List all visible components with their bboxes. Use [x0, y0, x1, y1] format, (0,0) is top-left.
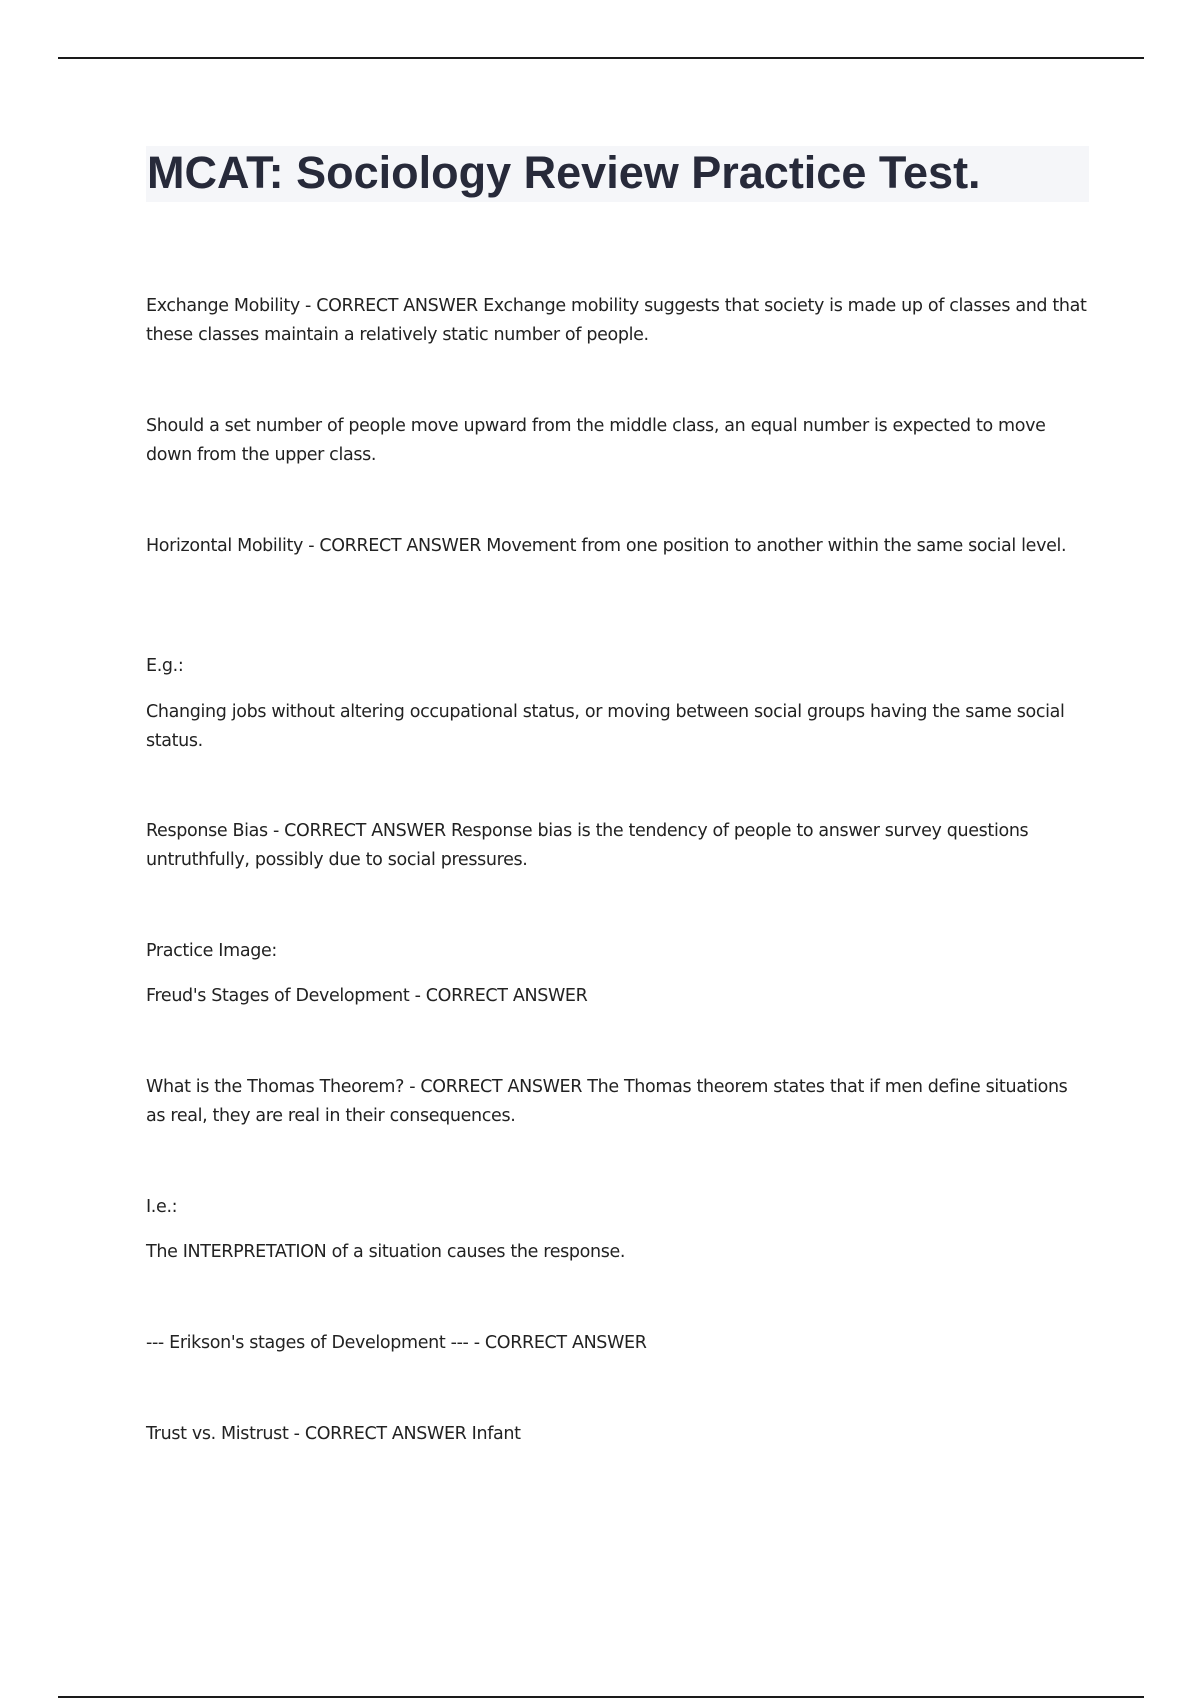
paragraph-eg-label: E.g.: [146, 656, 184, 676]
paragraph-response-bias: Response Bias - CORRECT ANSWER Response bias is the tendency of people to answer survey questions untruthfully, possibly due to social pressures. [146, 821, 1029, 870]
paragraph-erikson-stages: --- Erikson's stages of Development --- - CORRECT ANSWER [146, 1333, 647, 1353]
paragraph-horizontal-example: Changing jobs without altering occupational status, or moving between social groups having the same social status. [146, 702, 1065, 751]
paragraph-interpretation: The INTERPRETATION of a situation causes the response. [146, 1242, 626, 1262]
paragraph-trust-mistrust: Trust vs. Mistrust - CORRECT ANSWER Infant [146, 1424, 521, 1444]
paragraph-freud-stages: Freud's Stages of Development - CORRECT ANSWER [146, 986, 588, 1006]
top-rule [58, 57, 1144, 59]
paragraph-practice-image-label: Practice Image: [146, 941, 277, 961]
paragraph-ie-label: I.e.: [146, 1197, 178, 1217]
paragraph-horizontal-mobility: Horizontal Mobility - CORRECT ANSWER Movement from one position to another within the same social level. [146, 536, 1067, 556]
paragraph-exchange-mobility: Exchange Mobility - CORRECT ANSWER Exchange mobility suggests that society is made up of classes and that these classes maintain a relatively static number of people. [146, 296, 1087, 345]
paragraph-exchange-mobility-detail: Should a set number of people move upward from the middle class, an equal number is expected to move down from the upper class. [146, 416, 1046, 465]
paragraph-thomas-theorem: What is the Thomas Theorem? - CORRECT ANSWER The Thomas theorem states that if men define situations as real, they are real in their consequences. [146, 1077, 1068, 1126]
bottom-rule [58, 1696, 1144, 1698]
document-title: MCAT: Sociology Review Practice Test. [147, 147, 981, 198]
